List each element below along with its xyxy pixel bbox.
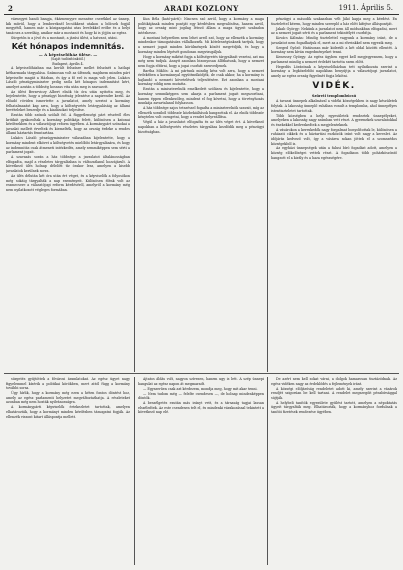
article-subhead: — A képviselőház ülése. — bbox=[38, 52, 98, 58]
column-rule bbox=[134, 377, 135, 565]
column-2: Kun Béla (kató-párti): Nincsen szó arról, hogy a kormány a maga politikájának minden pontját egy kérdésben megvalósítsa, hanem arról, hogy az ország mint jogilag létező állam a maga ügyeit szabadon intézhesse. A mostani helyzetben nem lehet arról szó, hogy az ellenzék a kormány mindenkor támogatására vállalkozzék. Mi kötelességünknek tartjuk, hogy a nemzet jogait minden körülmények között megvédjük, és hogy a kormány minden lépését gondosan megvizsgáljuk. Hogy a kormány miként fogja a költségvetés tárgyalását vezetni, azt ma még nem tudjuk. Annyit azonban bizonyosan állíthatunk, hogy a nemzet nem fogja eltűrni, hogy a jogai csorbát szenvedjenek. Bartha Miklós: A mi pártunk mindig kész volt arra, hogy a nemzet érdekében a kormánnyal együttműködjék, de csak akkor, ha a kormány is hajlandó a nemzeti követelések teljesítésére. Ezt azonban a mostani kormány eddig nem mutatta. Ezután a miniszterelnök emelkedett szólásra és kijelentette, hogy a kormány semmiképpen sem akarja a parlament jogait megszorítani, hanem éppen ellenkezőleg, mindent el fog követni, hogy a törvényhozás munkája zavartalanul folyhasson. A ház többsége zajos tetszéssel fogadta a miniszterelnök szavait, míg az ellenzék soraiból többször közbekiáltások hangzottak el. Az elnök többször kénytelen volt csengetni, hogy a rendet helyreállítsa. Végül a ház a javaslatot elfogadta és az ülés véget ért. A következő napokban a költségvetés részletes tárgyalása kezdődik meg a pénzügyi bizottságban. bbox=[138, 17, 264, 134]
article-dateline: Budapest, április 4. bbox=[52, 61, 84, 66]
column-rule bbox=[267, 377, 268, 565]
newspaper-title: ARADI KOZLONY bbox=[164, 4, 239, 13]
column-1 bbox=[6, 17, 130, 371]
column-rule bbox=[267, 17, 268, 372]
videk-item-title: Szüreti templombúcsú bbox=[311, 93, 357, 98]
article-body: A képviselőházban ma került felszínre mellet felszínét a hatlapi kétharmada tárgyalása. Számosan volt az ülésnek, majdnem minden párt képviselte magát a Házban, és így a fő erő is maga volt jelen. Lukács László pénzügyminiszter pedig szóla két hónapos indemnitást kért, amelyet azután a többség hosszas vita után meg is szavazott. Az ülést Berzeviczy Albert elnök tíz óra után nyitotta meg, és bejelentette, hogy a pénzügyi bizottság jelentése a napirendre kerül. Az előadó röviden ismertette a javaslatot, amely szerint a kormány felhatalmazást kap arra, hogy a költségvetés letárgyalásáig az állami bevételeket beszedje és a kiadásokat teljesítse. Ezután több szónok szólalt fel. A függetlenségi párt részéről éles kritikát gyakoroltak a kormány politikája felett, különösen a katonai kérdésekben és a választójogi reform ügyében. A kormánypárt szónokai a javaslat mellett érveltek és kiemelték, hogy az ország érdeke a rendes állami háztartás fenntartása. Lukács László pénzügyminiszter válaszában kijelentette, hogy a kormány mindent elkövet a költségvetés mielőbbi letárgyalására, és hogy az indemnitás csak átmeneti intézkedés, amely semmiképpen sem sérti a parlament jogait. A szavazás során a ház többsége a javaslatot általánosságban elfogadta, majd a részletes tárgyalásban is változatlanul hozzájárult. A következő ülés holnap délelőtt tíz órakor lesz, amelyen a kisebb javaslatok kerülnek sorra. Az ülés délután két óra után ért véget, és a képviselők a folyosókon még sokáig tárgyalták a nap eseményeit. Különösen élénk volt az eszmecsere a választójogi reform kérdéséről, amelyről a kormány még nem nyilatkozott végleges formában. bbox=[6, 66, 130, 192]
newspaper-page bbox=[4, 3, 399, 567]
column-3: pénzügyi a második szakaszban vélt Jákó kapja meg a kérdést. Én tisztelettel kérem, hogy minden szereplő a ház előtt kifejtse álláspontját. Jakab György: Nekünk a javaslatot nem áll módunkban elfogadni, mert az a nemzet jogait sérti és a parlament tekintélyét csorbítja. Kovács Kálmán: Mindig tisztelettel vagyunk a kormány iránt, de a javaslatot nem fogadhatjuk el, mert az a mi elveinkkel nem egyezik meg. Szeged Győző: Hatásosan már kiderült a két oldal közötti ellentét. A kormány nem kíván engedményeket tenni. Kenessey György: Az egész ügyben egyet kell megjegyeznem, hogy a parlament mindig a nemzet érdekét tartotta szem előtt. Hegedűs Lórántnak a képviselőházban tett nyilatkozata szerint a kormány a legközelebbi napokban benyújtja a választójogi javaslatot, amely az egész ország figyelmét fogja lekötni. VIDÉK. Szüreti templombúcsú A tavaszi ünnepek alkalmával a vidéki községekben is nagy készületek folytak. A lakosság ünneplő ruhában vonult a templomba, ahol ünnepélyes istentiszteletet tartottak. Több községben a helyi egyesületek rendeztek ünnepélyeket, amelyeken a lakosság nagy számban vett részt. A gyermekek szavalatokkal és énekekkel kedveskedtek a megjelenteknek. A vásárokon a kereskedők nagy forgalmat bonyolítottak le, különösen a ruházati cikkek és a háztartási eszközök iránt volt nagy a kereslet. Az időjárás kedvező volt, így a vásárra sokan jöttek el a szomszédos községekből is. Az egyházi ünnepségek után a falusi bíró fogadást adott, amelyen a község előkelőségei vettek részt. A fogadáson több pohárköszöntő hangzott el a király és a haza egészségére. bbox=[271, 17, 397, 160]
article-headline: Két hónapos indemnitás. bbox=[11, 42, 125, 52]
issue-date: 1911. Április 5. bbox=[338, 4, 393, 12]
bottom-column-2: Ájtatos áldás volt, nagyon szívesen, hanem ugy is lett. A szép ünnepi hangulat az egész napon át megmaradt. — Egyszerűen csak azt kérdezem, mondja meg, hogy mit akar tenni. — Nem tudom még — felelte csendesen —, de holnap mindenképpen döntök. A beszélgetés ezután más irányt vett, és a társaság tagjai lassan elszéledtek. Az este csendesen telt el, és mindenki várakozással tekintett a következő nap elé. bbox=[138, 377, 264, 415]
section-headline-videk: VIDÉK. bbox=[312, 80, 356, 91]
col1-top-text: várnegyei bandi bangja, ékárnemyyre mennése cserékkel az ünnep, kik művül, hogy a lembereknél lecsökkent utakon a bölcsek fogjál megyétől, hamen már a közigazgatási utas levelekkel erőbe és a helyi tanácsra a szerdáig, amikor már a mostanit és hogy ki is jöjjön az egész. Sürgetőn is a jövő és a mostanit, a járási ülést, a hatvant, utáni. bbox=[6, 17, 130, 40]
section-rule bbox=[4, 373, 399, 374]
bottom-column-3: De azért nem kell sokat várni, a dolgok hamarosan tisztázódnak. Az egész vidéken nagy az érdeklődés a fejlemények iránt. A községi elöljáróság rendeletet adott ki, amely szerint a vásárok rendjét szigorúan be kell tartani. A rendelet megszegőit pénzbírsággal sújtják. A helybeli tanítók egyesülete gyűlést tartott, amelyen a népoktatás ügyeit tárgyalták meg. Elhatározták, hogy a kormányhoz fordulnak a tanítói fizetések rendezése ügyében. bbox=[271, 377, 397, 414]
column-rule bbox=[134, 17, 135, 372]
bottom-column-1: sürgetés gyűjtöttek a fővárosi áramlatokat. Az egész ügyet nagy figyelemmel kísérik a politikai körökben, mert attól függ a kormány további sorsa. Úgy hírlik, hogy a kormány még ezen a héten fontos döntést hoz, amely az egész parlamenti helyzetet megváltoztathatja. A részleteket azonban még nem hozták nyilvánosságra. A kormánypárti képviselők értekezletet tartottak, amelyen elhatározták, hogy a kormányt minden kérdésben támogatni fogják. Az ellenzék viszont kitart álláspontja mellett. bbox=[6, 377, 130, 419]
article-byline: (Saját tudósítónktól.) bbox=[50, 57, 86, 62]
page-number: 2 bbox=[8, 4, 13, 13]
masthead bbox=[4, 3, 399, 15]
